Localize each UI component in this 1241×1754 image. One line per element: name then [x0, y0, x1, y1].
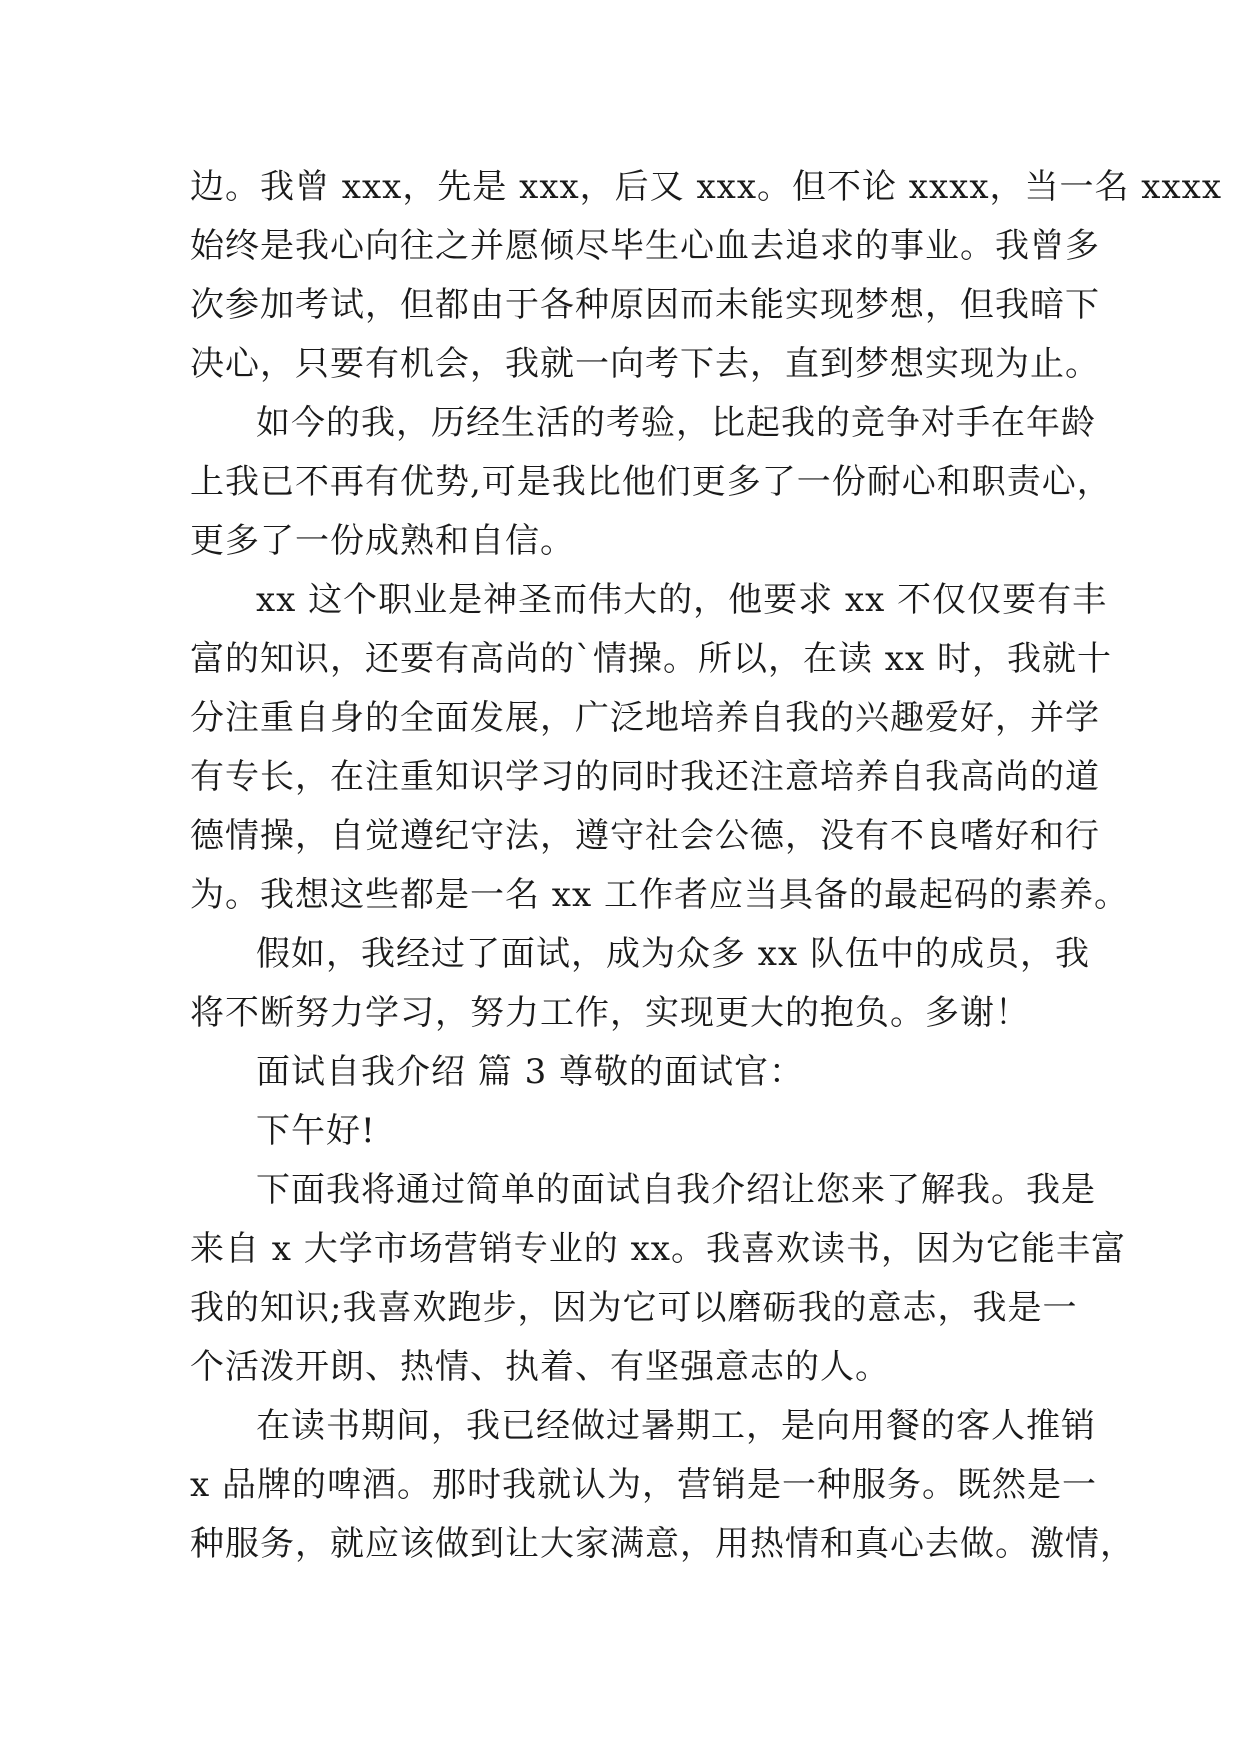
text-line: x 品牌的啤酒。那时我就认为，营销是一种服务。既然是一 [190, 1465, 1097, 1505]
text-line: 有专长，在注重知识学习的同时我还注意培养自我高尚的道 [190, 757, 1100, 797]
text-line: xx 这个职业是神圣而伟大的，他要求 xx 不仅仅要有丰 [256, 580, 1108, 620]
text-line: 面试自我介绍 篇 3 尊敬的面试官： [256, 1052, 805, 1092]
document-body [190, 158, 1223, 1574]
text-line: 下面我将通过简单的面试自我介绍让您来了解我。我是 [256, 1170, 1096, 1210]
text-line: 富的知识，还要有高尚的`情操。所以，在读 xx 时，我就十 [190, 639, 1112, 679]
text-line: 种服务，就应该做到让大家满意，用热情和真心去做。激情， [190, 1524, 1135, 1564]
text-line: 下午好! [256, 1111, 376, 1151]
text-line: 个活泼开朗、热情、执着、有坚强意志的人。 [190, 1347, 890, 1387]
text-line: 更多了一份成熟和自信。 [190, 521, 575, 561]
text-line: 次参加考试，但都由于各种原因而未能实现梦想，但我暗下 [190, 285, 1100, 325]
text-line: 假如，我经过了面试，成为众多 xx 队伍中的成员，我 [256, 934, 1090, 974]
text-line: 在读书期间，我已经做过暑期工，是向用餐的客人推销 [256, 1406, 1096, 1446]
text-line: 如今的我，历经生活的考验，比起我的竞争对手在年龄 [256, 403, 1096, 443]
text-line: 边。我曾 xxx，先是 xxx，后又 xxx。但不论 xxxx，当一名 xxxx [190, 167, 1223, 207]
text-line: 德情操，自觉遵纪守法，遵守社会公德，没有不良嗜好和行 [190, 816, 1100, 856]
text-line: 为。我想这些都是一名 xx 工作者应当具备的最起码的素养。 [190, 875, 1129, 915]
text-line: 上我已不再有优势,可是我比他们更多了一份耐心和职责心， [190, 462, 1112, 502]
text-line: 我的知识;我喜欢跑步，因为它可以磨砺我的意志，我是一 [190, 1288, 1078, 1328]
text-line: 始终是我心向往之并愿倾尽毕生心血去追求的事业。我曾多 [190, 226, 1100, 266]
text-line: 来自 x 大学市场营销专业的 xx。我喜欢读书，因为它能丰富 [190, 1229, 1126, 1269]
text-line: 将不断努力学习，努力工作，实现更大的抱负。多谢！ [190, 993, 1030, 1033]
text-line: 决心，只要有机会，我就一向考下去，直到梦想实现为止。 [190, 344, 1100, 384]
text-line: 分注重自身的全面发展，广泛地培养自我的兴趣爱好，并学 [190, 698, 1100, 738]
